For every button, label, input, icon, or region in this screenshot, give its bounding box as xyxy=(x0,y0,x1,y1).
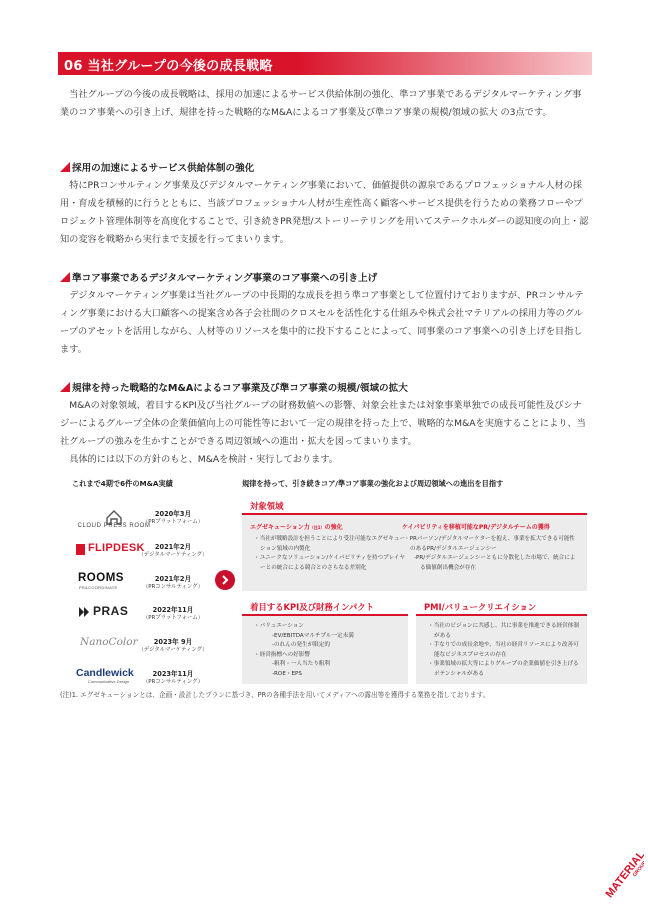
deal-category: （PRコンサルティング） xyxy=(142,679,204,685)
deal-date: 2021年2月 xyxy=(154,543,192,551)
pmi-heading: PMI/バリュークリエイション xyxy=(424,602,537,612)
list-item: -EV/EBITDAマルチプル一定未満 xyxy=(272,632,354,639)
material-group-logo xyxy=(574,828,644,898)
execution-bullets xyxy=(248,535,408,573)
target-area-heading: 対象領域 xyxy=(250,501,284,511)
red-triangle-icon xyxy=(60,162,70,172)
list-item: ・バリュエーション xyxy=(254,623,304,629)
kpi-bullets xyxy=(248,622,403,679)
deal-category: （PRプラットフォーム） xyxy=(142,519,204,525)
paragraph-ma-policy: 具体的には以下の方針のもと、M&Aを検討・実行しております。 xyxy=(69,454,338,465)
list-item: -PR/デジタルエージェンシーともに分散化した市場で、統合による価値創出機会が存在 xyxy=(414,555,576,571)
logo-nanocolor: NanoColor xyxy=(80,636,138,648)
list-item: ・ユニークなソリューション/ケイパビリティを持つプレイヤーとの統合による競合とのさらなる差別化 xyxy=(254,555,405,571)
chevron-right-icon xyxy=(215,570,235,590)
capability-bullets xyxy=(398,535,578,573)
list-item: -粗利・一人当たり粗利 xyxy=(272,661,330,667)
ma-track-record-title: これまで4期で6件のM&A実績 xyxy=(72,479,173,488)
intro-paragraph: 当社グループの今後の成長戦略は、採用の加速によるサービス供給体制の強化、準コア事業であるデジタルマーケティング事業のコア事業への引き上げ、規律を持った戦略的なM&Aによるコア事業及び準コア事業の規模/領域の拡大 の3点です。 xyxy=(60,89,582,118)
heading-digital-marketing: 準コア事業であるデジタルマーケティング事業のコア事業への引き上げ xyxy=(60,270,377,284)
logo-pras: PRAS xyxy=(78,604,138,620)
list-item: ・当社が戦略設計を担うことにより受注可能なエグゼキューション領域の内製化 xyxy=(254,536,406,552)
section-title-bar xyxy=(58,52,592,75)
deal-category: （デジタルマーケティング） xyxy=(138,647,208,653)
pmi-bullets xyxy=(422,622,580,679)
list-item: ・当社のビジョンに共感し、共に事業を推進できる経営体制がある xyxy=(428,623,579,639)
list-item: ・経営指標への好影響 xyxy=(254,651,310,658)
pras-mark-icon xyxy=(78,606,90,618)
brand-sub: GROUP xyxy=(631,859,644,879)
logo-candlewick: Candlewick Communicative Design xyxy=(76,667,134,684)
deal-date: 2023年11月 xyxy=(152,670,194,678)
capability-box-title: ケイパビリティを移植可能なPR/デジタルチームの獲得 xyxy=(402,524,550,531)
deal-category: （PRプラットフォーム） xyxy=(142,615,204,621)
ma-policy-title: 規律を持って、引き続きコア/準コア事業の強化および周辺領域への進出を目指す xyxy=(242,479,504,488)
list-item: ・事業領域の拡大等によりグループの企業価値を引き上げるポテンシャルがある xyxy=(428,661,579,677)
list-item: -ROE・EPS xyxy=(272,670,302,677)
deal-date: 2023年 9月 xyxy=(153,638,193,646)
section-title: 06 当社グループの今後の成長戦略 xyxy=(64,59,273,74)
deal-date: 2020年3月 xyxy=(154,510,192,518)
execution-box-title: エグゼキューション力（注1）の強化 xyxy=(250,524,343,531)
paragraph-digital-marketing: デジタルマーケティング事業は当社グループの中長期的な成長を担う準コア事業として位置付けておりますが、PRコンサルティング事業における大口顧客への提案含め各子会社間のクロスセルを活性化する仕組みや株式会社マテリアルの採用力等のグループのアセットを活用しながら、人材等のリソースを集中的に投下することによって、同事業のコア事業への引き上げを目指します。 xyxy=(60,290,584,355)
logo-cloud-press-room: CLOUD PRESS ROOM xyxy=(74,505,154,531)
logo-rooms: ROOMS PR&COORDINATE xyxy=(78,572,124,590)
kpi-heading: 着目するKPI及び財務インパクト xyxy=(250,602,375,612)
deal-date: 2021年2月 xyxy=(154,575,192,583)
list-item: ・PRパーソン/デジタルマーケターを抱え、事業を拡大できる可能性のあるPR/デジタルエージェンシー xyxy=(404,536,575,552)
list-item: -のれんの発生が限定的 xyxy=(272,642,330,648)
red-triangle-icon xyxy=(60,272,70,282)
paragraph-recruitment: 特にPRコンサルティング事業及びデジタルマーケティング事業において、価値提供の源泉であるプロフェッショナル人材の採用・育成を積極的に行うとともに、当該プロフェッショナル人材が生産性高く顧客へサービス提供を行うための業務フローやプロジェクト管理体制等を高度化することで、引き続きPR発想/ストーリーテリングを用いてステークホルダーの認知度の向上・認知の変容を戦略から実行まで支援を行ってまいります。 xyxy=(60,180,589,245)
flipdesk-mark-icon xyxy=(76,544,85,555)
paragraph-ma: M&Aの対象領域、着目するKPI及び当社グループの財務数値への影響、対象会社または対象事業単独での成長可能性及びシナジーによるグループ全体の企業価値向上の可能性等において一定の規律を持った上で、戦略的なM&Aを実施することにより、当社グループの強みを生かすことができる周辺領域への進出・拡大を図ってまいります。 xyxy=(60,400,586,447)
list-item: ・手なりでの成長余地や、当社の経営リソースにより改善可能なビジネスプロセスの存在 xyxy=(428,642,579,658)
footnote: (注)1. エグゼキューションとは、企画・設計したプランに基づき、PRの各種手法を用いてメディアへの露出等を獲得する業務を指しております。 xyxy=(60,691,490,699)
deal-category: （PRコンサルティング） xyxy=(142,584,204,590)
logo-flipdesk: FLIPDESK xyxy=(76,542,148,558)
brand-name: MATERIAL xyxy=(603,848,644,898)
deal-category: （デジタルマーケティング） xyxy=(138,552,208,558)
heading-recruitment: 採用の加速によるサービス供給体制の強化 xyxy=(60,160,254,174)
heading-ma: 規律を持った戦略的なM&Aによるコア事業及び準コア事業の規模/領域の拡大 xyxy=(60,380,408,394)
red-triangle-icon xyxy=(60,382,70,392)
deal-date: 2022年11月 xyxy=(152,606,194,614)
